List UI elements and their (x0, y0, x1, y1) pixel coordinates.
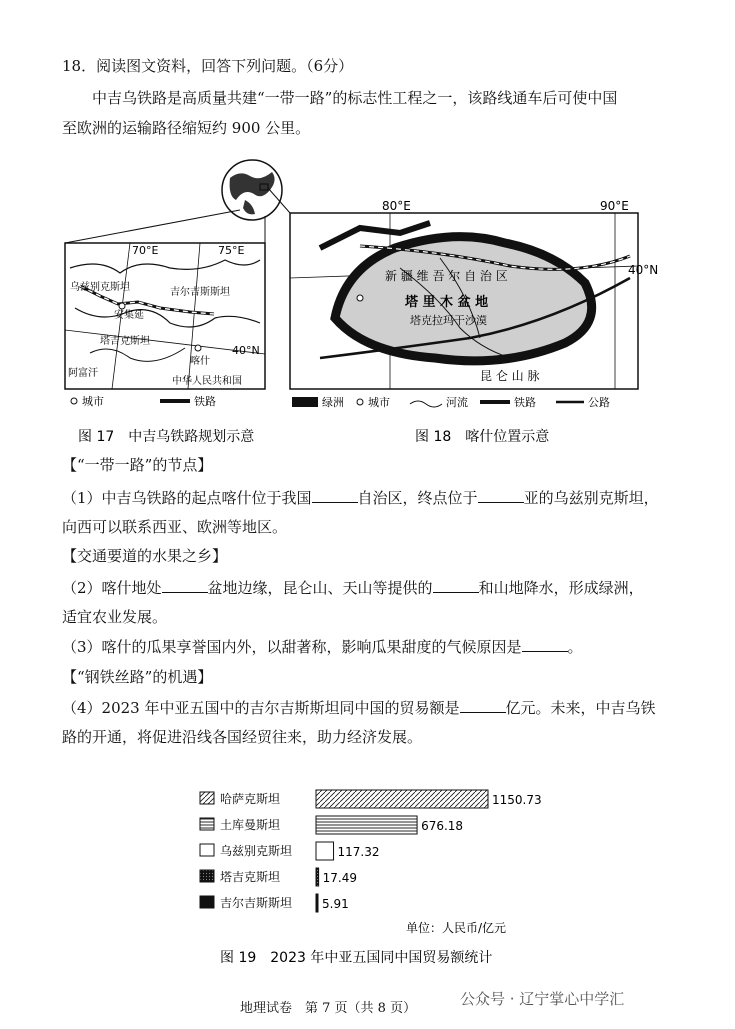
question-3-line (62, 636, 583, 658)
fig18-basin: 塔 里 木 盆 地 (405, 295, 489, 310)
q1-part-a: （1）中吉乌铁路的起点喀什位于我国 (62, 489, 312, 507)
section-1-heading: 【“一带一路”的节点】 (62, 456, 213, 474)
q4-part-b: 亿元。未来，中吉乌铁 (505, 699, 656, 717)
fig18-legend-city-icon (357, 399, 363, 405)
legend-swatch-4 (200, 896, 214, 908)
fig17-caption: 图 17 中吉乌铁路规划示意 (78, 429, 255, 445)
question-4-line-1 (62, 697, 656, 719)
q4-blank[interactable] (460, 698, 506, 713)
bar-1 (316, 816, 417, 834)
fig18-legend-river-icon (410, 401, 442, 407)
value-label-4: 5.91 (322, 897, 349, 911)
q1-blank-2[interactable] (478, 488, 524, 503)
fig17-legend-rail-icon (160, 399, 190, 403)
question-1-line-2: 向西可以联系西亚、欧洲等地区。 (62, 518, 288, 536)
bar-2 (316, 842, 334, 860)
legend-swatch-2 (200, 844, 214, 856)
fig17-china: 中华人民共和国 (172, 376, 242, 387)
page-footer: 地理试卷 第 7 页（共 8 页） (240, 1001, 417, 1016)
fig18-legend-rail-icon (480, 400, 510, 404)
chart-title: 图 19 2023 年中亚五国同中国贸易额统计 (220, 950, 493, 966)
fig17-legend-city-icon (71, 398, 77, 404)
q2-part-b: 盆地边缘，昆仑山、天山等提供的 (207, 579, 433, 597)
fig18-legend-road: 公路 (588, 396, 610, 409)
watermark: 公众号 · 辽宁掌心中学汇 (460, 990, 625, 1008)
globe-icon (222, 160, 282, 220)
fig18-lon2: 90°E (600, 199, 629, 213)
fig18-legend-city: 城市 (368, 396, 390, 409)
section-2-heading: 【交通要道的水果之乡】 (62, 547, 228, 565)
fig18-legend-rail: 铁路 (514, 396, 536, 409)
question-2-line-1 (62, 577, 644, 599)
q3-part-b: 。 (567, 638, 583, 656)
category-label-0: 哈萨克斯坦 (220, 792, 281, 806)
fig17-legend-city: 城市 (82, 395, 104, 408)
question-4-line-2: 路的开通，将促进沿线各国经贸往来，助力经济发展。 (62, 728, 423, 746)
q2-blank-2[interactable] (433, 578, 479, 593)
fig17-lon1: 70°E (132, 244, 159, 257)
figures-17-18 (60, 158, 660, 448)
bar-3 (316, 868, 319, 886)
question-title: 18．阅读图文资料，回答下列问题。（6分） (62, 57, 354, 75)
q4-part-a: （4）2023 年中亚五国中的吉尔吉斯斯坦同中国的贸易额是 (62, 699, 460, 717)
category-label-4: 吉尔吉斯斯坦 (220, 896, 293, 910)
legend-swatch-0 (200, 792, 214, 804)
category-label-1: 土库曼斯坦 (220, 818, 281, 832)
q3-part-a: （3）喀什的瓜果享誉国内外，以甜著称，影响瓜果甜度的气候原因是 (62, 638, 522, 656)
q1-part-b: 自治区，终点位于 (357, 489, 478, 507)
bar-4 (316, 894, 318, 912)
category-label-3: 塔吉克斯坦 (220, 870, 281, 884)
q2-part-c: 和山地降水，形成绿洲， (478, 579, 644, 597)
fig17-tajikistan: 塔吉克斯坦 (100, 336, 150, 347)
fig18-lon1: 80°E (382, 199, 411, 213)
fig17-afghanistan: 阿富汗 (68, 368, 98, 379)
fig17-legend-rail: 铁路 (194, 395, 216, 408)
value-label-3: 17.49 (322, 871, 357, 885)
question-2-line-2: 适宜农业发展。 (62, 608, 168, 626)
fig17-kyrgyzstan: 吉尔吉斯斯坦 (170, 287, 230, 298)
fig18-lat: 40°N (628, 263, 659, 277)
fig18-caption: 图 18 喀什位置示意 (415, 429, 550, 445)
fig18-legend-oasis-icon (292, 397, 318, 407)
q3-blank[interactable] (522, 637, 568, 652)
value-label-1: 676.18 (421, 819, 464, 833)
category-label-2: 乌兹别克斯坦 (220, 844, 293, 858)
question-1-line-1 (62, 487, 659, 509)
fig17-lon2: 75°E (218, 244, 245, 257)
fig19-bar-chart (190, 782, 590, 972)
fig17-city-kashgar: 喀什 (190, 356, 210, 367)
q1-part-c: 亚的乌兹别克斯坦， (523, 489, 659, 507)
chart-unit: 单位：人民币/亿元 (406, 921, 507, 935)
value-label-0: 1150.73 (492, 793, 542, 807)
fig18-region: 新 疆 维 吾 尔 自 治 区 (385, 269, 508, 283)
fig18-desert: 塔克拉玛干沙漠 (410, 314, 487, 327)
q1-blank-1[interactable] (312, 488, 358, 503)
value-label-2: 117.32 (337, 845, 380, 859)
legend-swatch-3 (200, 870, 214, 882)
legend-swatch-1 (200, 818, 214, 830)
intro-line-1: 中吉乌铁路是高质量共建“一带一路”的标志性工程之一，该路线通车后可使中国 (92, 89, 618, 107)
fig17-city-andijan: 安集延 (114, 310, 144, 321)
fig18-mountain: 昆 仑 山 脉 (480, 369, 540, 383)
q2-part-a: （2）喀什地处 (62, 579, 162, 597)
intro-line-2: 至欧洲的运输路径缩短约 900 公里。 (62, 119, 311, 137)
bar-0 (316, 790, 488, 808)
fig17-lat: 40°N (232, 344, 260, 357)
fig18-legend-river: 河流 (446, 396, 468, 409)
section-3-heading: 【“钢铁丝路”的机遇】 (62, 668, 213, 686)
q2-blank-1[interactable] (162, 578, 208, 593)
fig17-uzbekistan: 乌兹别克斯坦 (70, 282, 130, 293)
fig18-legend-oasis: 绿洲 (322, 396, 344, 409)
